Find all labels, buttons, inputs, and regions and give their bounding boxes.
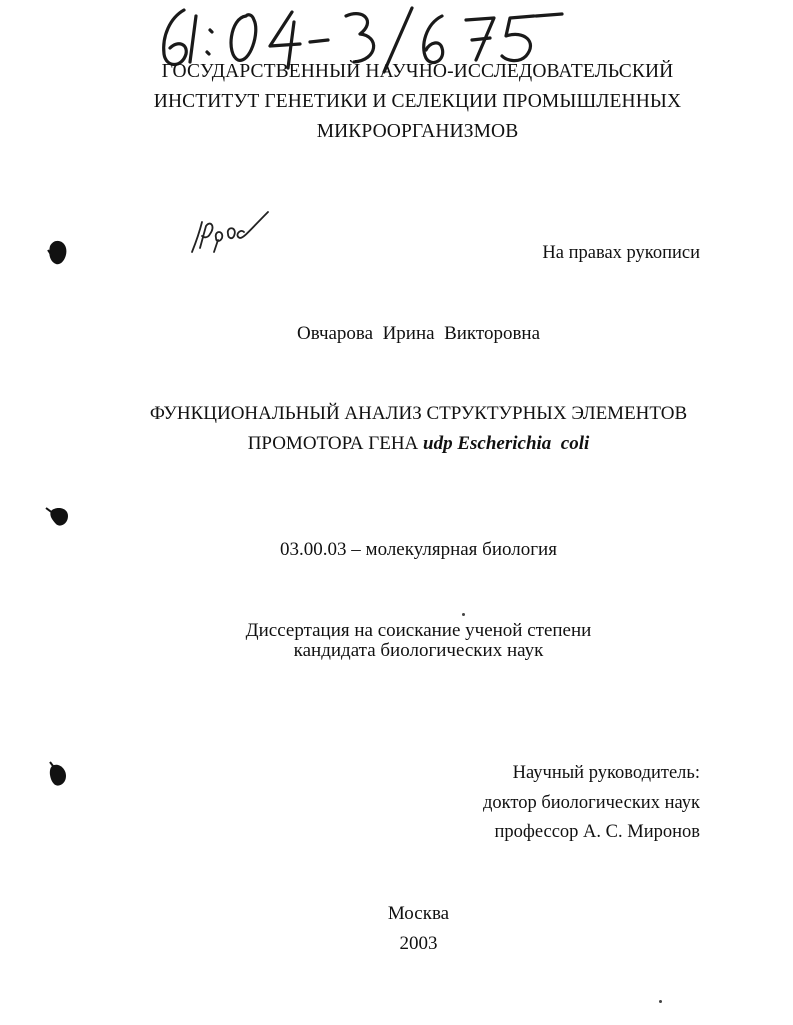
year: 2003 (399, 933, 438, 954)
title-prefix: ПРОМОТОРА ГЕНА (247, 433, 419, 454)
author-name: Овчарова Ирина Викторовна (296, 323, 541, 344)
institute-line-2: ИНСТИТУТ ГЕНЕТИКИ И СЕЛЕКЦИИ ПРОМЫШЛЕННЫХ (153, 91, 682, 112)
binding-hole-bottom (44, 758, 72, 792)
handwritten-initials (188, 208, 270, 254)
specialty-code: 03.00.03 – молекулярная биология (280, 539, 557, 560)
scan-speck (659, 1000, 662, 1003)
dissertation-line-1: Диссертация на соискание ученой степени (245, 620, 592, 641)
title-line-1: ФУНКЦИОНАЛЬНЫЙ АНАЛИЗ СТРУКТУРНЫХ ЭЛЕМЕНТОВ (149, 403, 688, 424)
institute-line-1: ГОСУДАРСТВЕННЫЙ НАУЧНО-ИССЛЕДОВАТЕЛЬСКИЙ (161, 61, 674, 82)
rights-note: На правах рукописи (542, 243, 700, 263)
supervisor-degree: доктор биологических наук (482, 793, 700, 813)
dissertation-line-2: кандидата биологических наук (293, 640, 544, 661)
supervisor-name: профессор А. С. Миронов (494, 822, 700, 842)
institute-line-3: МИКРООРГАНИЗМОВ (316, 121, 519, 142)
city: Москва (387, 903, 450, 924)
scan-speck (462, 613, 465, 616)
binding-hole-middle (44, 500, 72, 534)
binding-hole-top (44, 236, 72, 270)
organism-name: Escherichia coli (457, 433, 590, 454)
title-line-2 (22, 433, 793, 455)
supervisor-label: Научный руководитель: (512, 763, 700, 783)
gene-name: udp (423, 433, 453, 454)
